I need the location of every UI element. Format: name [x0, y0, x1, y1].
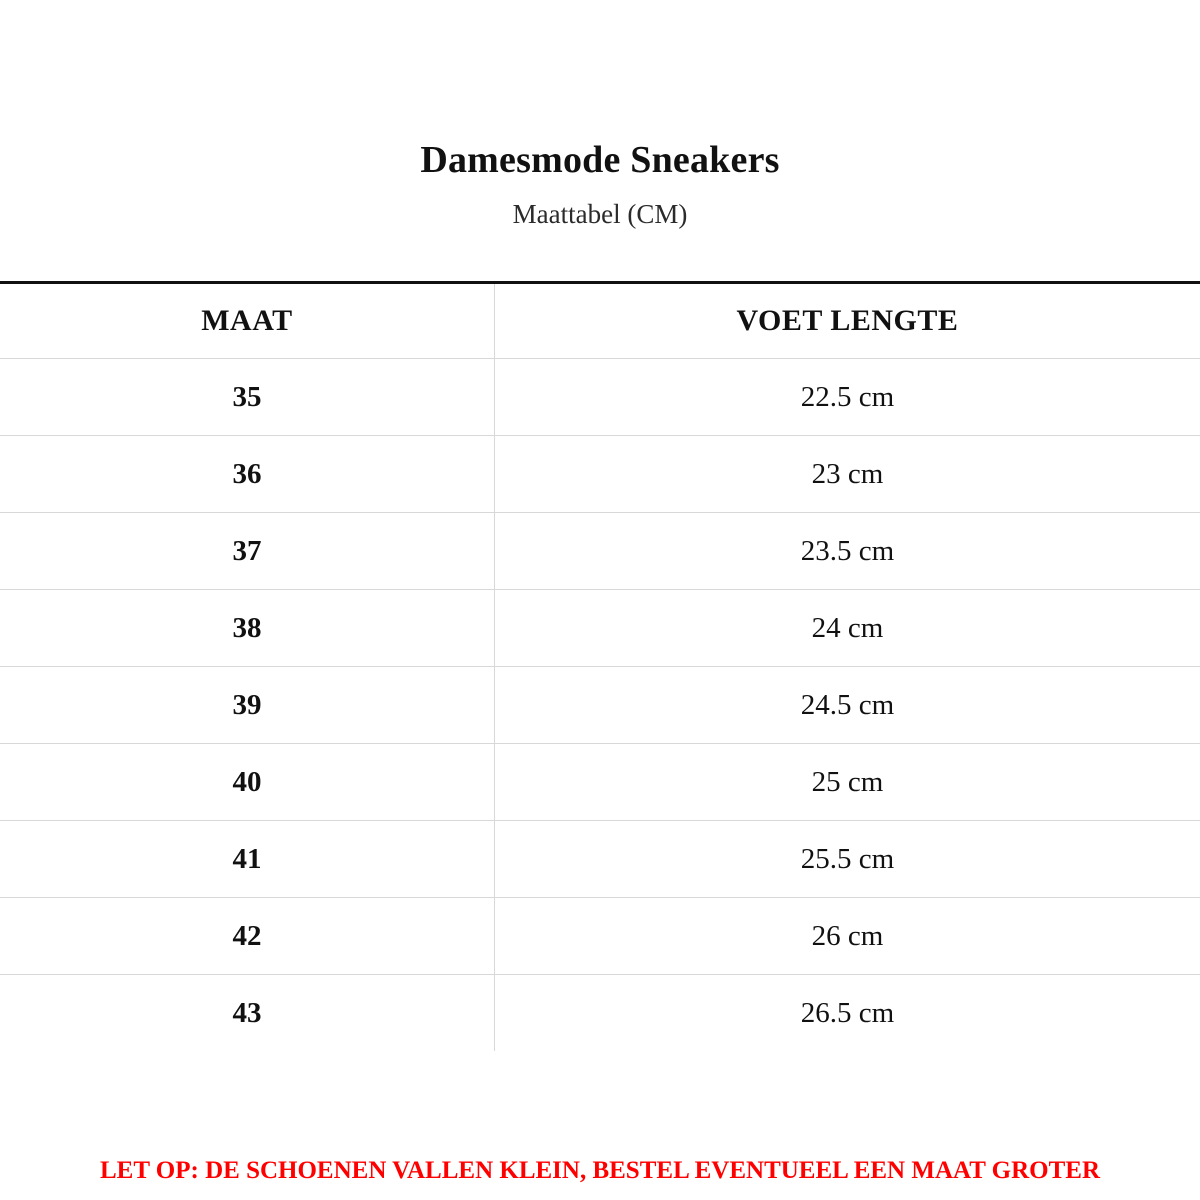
- cell-size: 36: [0, 436, 494, 513]
- table-row: [0, 975, 1200, 1052]
- table-row: [0, 744, 1200, 821]
- table-row: [0, 667, 1200, 744]
- cell-foot-length: 24 cm: [494, 590, 1200, 667]
- cell-size: 35: [0, 359, 494, 436]
- cell-size: 40: [0, 744, 494, 821]
- cell-foot-length: 25.5 cm: [494, 821, 1200, 898]
- cell-foot-length: 23 cm: [494, 436, 1200, 513]
- cell-size: 38: [0, 590, 494, 667]
- table-body: [0, 359, 1200, 1052]
- column-header-foot-length: VOET LENGTE: [494, 284, 1200, 359]
- cell-foot-length: 25 cm: [494, 744, 1200, 821]
- size-table: [0, 284, 1200, 1051]
- cell-foot-length: 23.5 cm: [494, 513, 1200, 590]
- table-row: [0, 590, 1200, 667]
- column-header-size: MAAT: [0, 284, 494, 359]
- table-row: [0, 436, 1200, 513]
- document-header: [0, 0, 1200, 284]
- cell-size: 37: [0, 513, 494, 590]
- cell-foot-length: 26 cm: [494, 898, 1200, 975]
- cell-foot-length: 26.5 cm: [800, 996, 895, 1029]
- cell-size: 41: [0, 821, 494, 898]
- cell-size: 42: [0, 898, 494, 975]
- table-head: [0, 284, 1200, 359]
- table-row: [0, 513, 1200, 590]
- page-title: Damesmode Sneakers: [420, 139, 780, 181]
- table-row: [0, 898, 1200, 975]
- cell-foot-length: 24.5 cm: [494, 667, 1200, 744]
- size-table-container: [0, 284, 1200, 1144]
- page-subtitle: Maattabel (CM): [512, 198, 688, 229]
- table-row: [0, 821, 1200, 898]
- table-row: [0, 359, 1200, 436]
- cell-size: 43: [0, 975, 494, 1052]
- cell-size: 39: [0, 667, 494, 744]
- warning-note: LET OP: DE SCHOENEN VALLEN KLEIN, BESTEL EVENTUEEL EEN MAAT GROTER: [99, 1156, 1101, 1184]
- cell-foot-length: 22.5 cm: [494, 359, 1200, 436]
- table-header-row: [0, 284, 1200, 359]
